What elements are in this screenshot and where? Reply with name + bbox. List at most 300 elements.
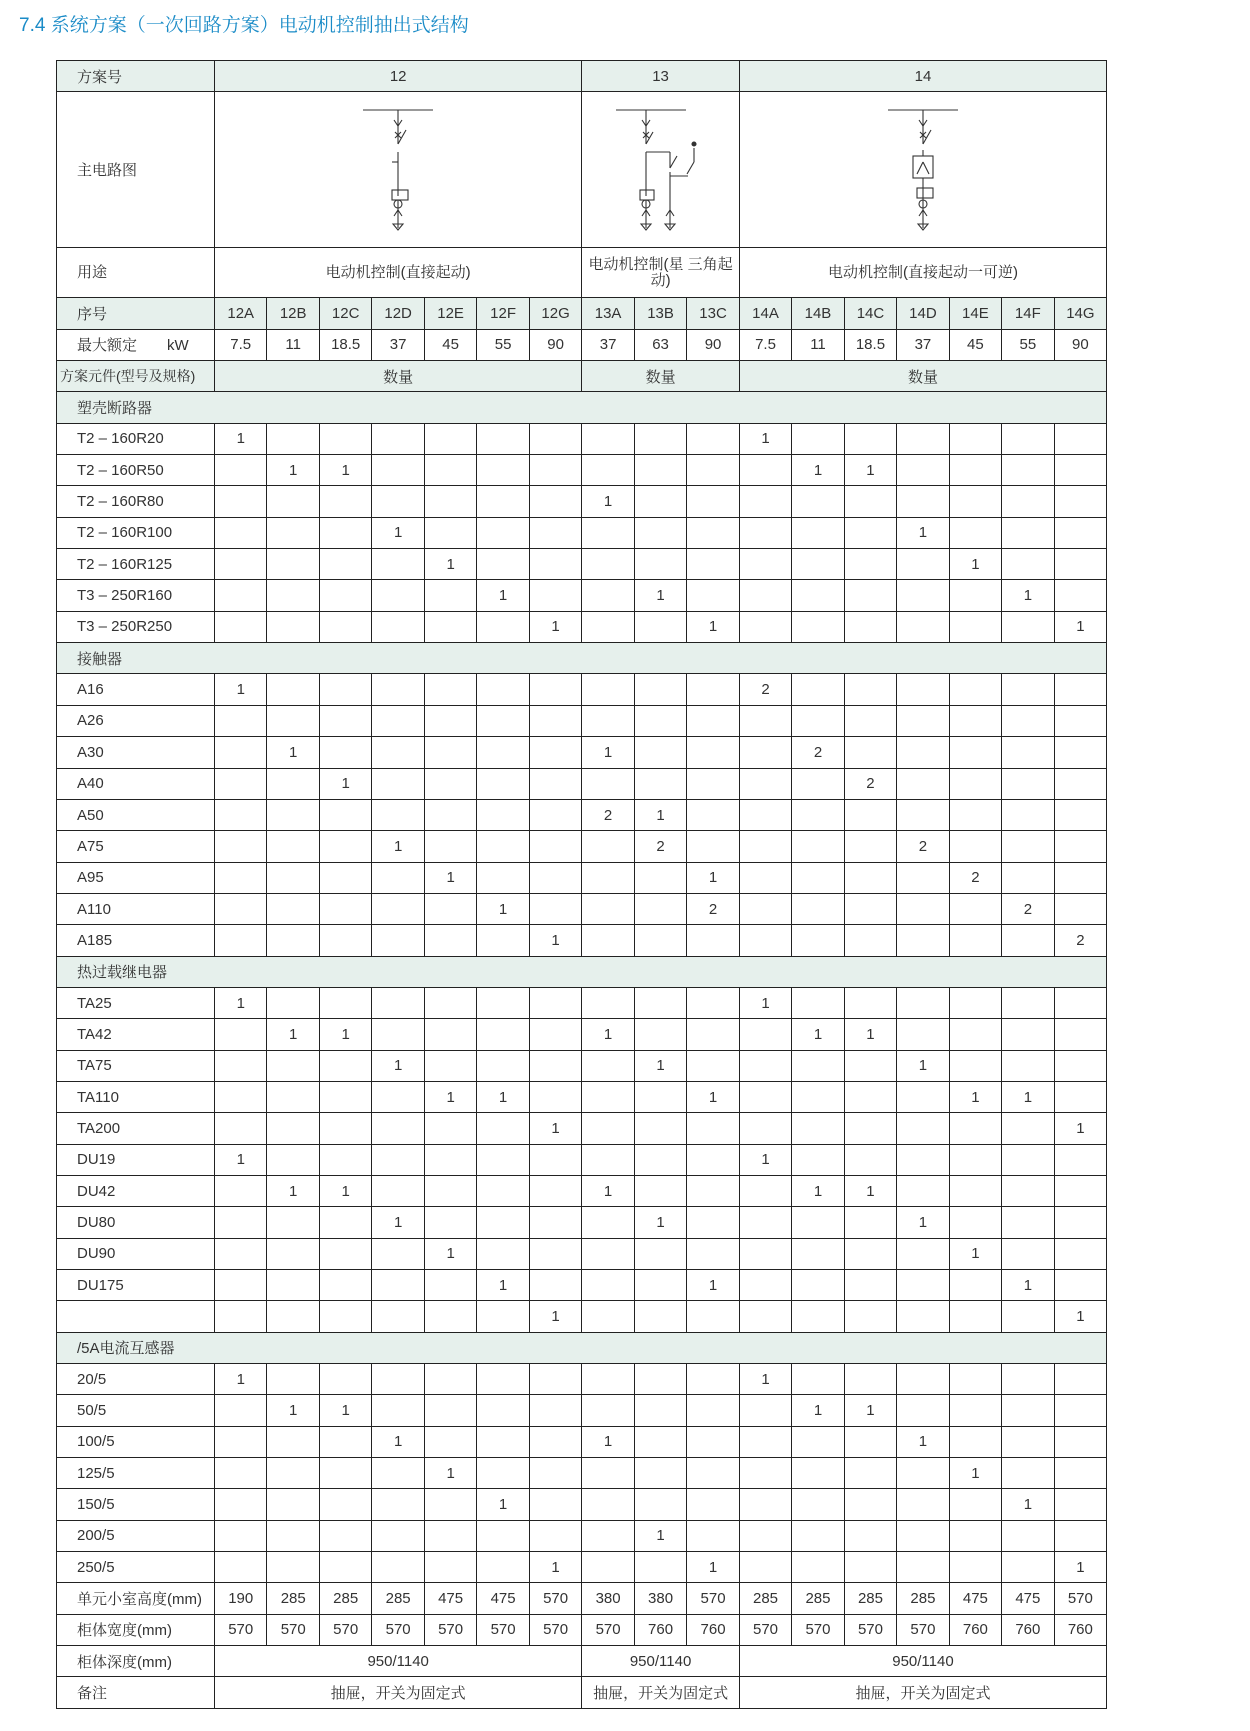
quantity-cell xyxy=(634,1238,686,1269)
seq-cell: 14G xyxy=(1054,298,1107,329)
quantity-cell xyxy=(267,768,319,799)
power-row xyxy=(57,329,1107,360)
quantity-cell xyxy=(949,1301,1001,1332)
component-spec-label: DU19 xyxy=(57,1144,215,1175)
quantity-cell xyxy=(319,1144,371,1175)
quantity-cell xyxy=(897,1238,949,1269)
quantity-cell xyxy=(215,1520,267,1551)
section-header-row xyxy=(57,956,1107,987)
quantity-cell xyxy=(372,580,424,611)
component-spec-row xyxy=(57,925,1107,956)
quantity-cell xyxy=(687,1113,739,1144)
quantity-cell xyxy=(897,1520,949,1551)
quantity-cell xyxy=(792,1426,844,1457)
quantity-cell xyxy=(477,1364,529,1395)
cabinet-depth-label: 柜体深度(mm) xyxy=(57,1646,215,1677)
component-spec-label: 150/5 xyxy=(57,1489,215,1520)
quantity-cell xyxy=(582,1552,634,1583)
quantity-cell xyxy=(424,1207,476,1238)
quantity-cell xyxy=(792,705,844,736)
quantity-cell: 1 xyxy=(897,517,949,548)
power-cell: 7.5 xyxy=(215,329,267,360)
quantity-cell xyxy=(582,1113,634,1144)
quantity-cell xyxy=(319,705,371,736)
quantity-cell xyxy=(319,893,371,924)
quantity-cell xyxy=(1002,1552,1054,1583)
quantity-cell xyxy=(582,423,634,454)
quantity-cell: 1 xyxy=(634,1520,686,1551)
quantity-cell xyxy=(582,1301,634,1332)
quantity-cell xyxy=(1054,674,1107,705)
quantity-cell xyxy=(529,987,582,1018)
component-row xyxy=(57,361,1107,392)
quantity-cell xyxy=(897,1175,949,1206)
power-cell: 45 xyxy=(424,329,476,360)
power-cell: 55 xyxy=(1002,329,1054,360)
power-unit: kW xyxy=(167,337,189,355)
quantity-cell xyxy=(739,925,791,956)
quantity-cell xyxy=(477,1458,529,1489)
power-label-text: 最大额定 xyxy=(77,337,138,355)
power-cell: 37 xyxy=(897,329,949,360)
quantity-cell: 1 xyxy=(844,1395,896,1426)
quantity-cell xyxy=(215,1019,267,1050)
quantity-cell xyxy=(844,580,896,611)
quantity-cell: 1 xyxy=(897,1050,949,1081)
component-spec-label: TA200 xyxy=(57,1113,215,1144)
component-spec-label: A40 xyxy=(57,768,215,799)
quantity-cell: 2 xyxy=(792,737,844,768)
quantity-cell xyxy=(739,549,791,580)
quantity-cell: 1 xyxy=(582,1426,634,1457)
cabinet-width-cell: 760 xyxy=(1002,1614,1054,1645)
component-spec-label: A185 xyxy=(57,925,215,956)
cabinet-width-cell: 570 xyxy=(319,1614,371,1645)
quantity-cell xyxy=(739,1458,791,1489)
power-cell: 90 xyxy=(1054,329,1107,360)
seq-cell: 14F xyxy=(1002,298,1054,329)
seq-cell: 12C xyxy=(319,298,371,329)
quantity-cell xyxy=(267,1489,319,1520)
component-spec-row xyxy=(57,831,1107,862)
quantity-cell xyxy=(267,799,319,830)
quantity-cell xyxy=(529,862,582,893)
quantity-cell xyxy=(477,1050,529,1081)
quantity-cell xyxy=(477,705,529,736)
quantity-cell xyxy=(687,1426,739,1457)
quantity-cell xyxy=(897,674,949,705)
quantity-cell xyxy=(1002,1207,1054,1238)
quantity-cell xyxy=(424,893,476,924)
quantity-cell xyxy=(1054,768,1107,799)
quantity-cell xyxy=(687,1458,739,1489)
quantity-cell xyxy=(582,1489,634,1520)
power-cell: 90 xyxy=(687,329,739,360)
quantity-cell xyxy=(739,831,791,862)
quantity-cell xyxy=(1054,1019,1107,1050)
component-spec-row xyxy=(57,1364,1107,1395)
quantity-cell xyxy=(634,1301,686,1332)
quantity-cell xyxy=(319,831,371,862)
quantity-cell: 1 xyxy=(319,1019,371,1050)
component-spec-row xyxy=(57,486,1107,517)
quantity-cell xyxy=(215,799,267,830)
component-spec-label: TA42 xyxy=(57,1019,215,1050)
quantity-cell xyxy=(792,1081,844,1112)
quantity-cell xyxy=(739,1050,791,1081)
page-title: 7.4 系统方案（一次回路方案）电动机控制抽出式结构 xyxy=(19,15,469,36)
quantity-cell xyxy=(529,1489,582,1520)
quantity-cell xyxy=(372,455,424,486)
power-label xyxy=(57,329,215,360)
quantity-cell xyxy=(949,1113,1001,1144)
unit-height-label: 单元小室高度(mm) xyxy=(57,1583,215,1614)
quantity-cell xyxy=(319,674,371,705)
quantity-cell: 1 xyxy=(687,1081,739,1112)
quantity-cell: 1 xyxy=(529,1552,582,1583)
component-spec-row xyxy=(57,1050,1107,1081)
quantity-cell xyxy=(477,768,529,799)
diagram-row xyxy=(57,92,1107,248)
quantity-cell xyxy=(582,862,634,893)
quantity-cell xyxy=(739,1113,791,1144)
seq-cell: 13C xyxy=(687,298,739,329)
quantity-cell xyxy=(529,1207,582,1238)
component-spec-label: 125/5 xyxy=(57,1458,215,1489)
quantity-cell: 2 xyxy=(739,674,791,705)
quantity-cell xyxy=(477,1395,529,1426)
quantity-cell xyxy=(1002,705,1054,736)
unit-height-cell: 285 xyxy=(372,1583,424,1614)
component-spec-row xyxy=(57,1520,1107,1551)
quantity-cell xyxy=(424,517,476,548)
quantity-cell xyxy=(844,799,896,830)
component-spec-label: A26 xyxy=(57,705,215,736)
quantity-cell xyxy=(267,925,319,956)
quantity-cell xyxy=(582,1458,634,1489)
quantity-cell xyxy=(897,1144,949,1175)
remark-row xyxy=(57,1677,1107,1708)
quantity-cell xyxy=(372,1301,424,1332)
quantity-cell xyxy=(949,674,1001,705)
component-spec-label: 20/5 xyxy=(57,1364,215,1395)
quantity-cell: 1 xyxy=(634,1207,686,1238)
quantity-cell xyxy=(687,1489,739,1520)
quantity-cell: 2 xyxy=(582,799,634,830)
quantity-cell xyxy=(687,423,739,454)
quantity-cell: 2 xyxy=(687,893,739,924)
quantity-cell xyxy=(844,831,896,862)
component-spec-row xyxy=(57,893,1107,924)
scheme-row xyxy=(57,61,1107,92)
section-header-row xyxy=(57,392,1107,423)
quantity-cell xyxy=(267,1113,319,1144)
quantity-cell xyxy=(687,987,739,1018)
quantity-cell xyxy=(372,1081,424,1112)
cabinet-width-cell: 760 xyxy=(687,1614,739,1645)
component-spec-row xyxy=(57,1270,1107,1301)
quantity-cell xyxy=(372,1019,424,1050)
quantity-cell xyxy=(267,1364,319,1395)
quantity-cell xyxy=(687,455,739,486)
quantity-cell xyxy=(739,580,791,611)
unit-height-cell: 285 xyxy=(267,1583,319,1614)
usage-13 xyxy=(582,248,739,298)
quantity-cell xyxy=(319,1270,371,1301)
quantity-cell: 1 xyxy=(792,455,844,486)
quantity-cell: 1 xyxy=(687,611,739,642)
remark-cell: 抽屉，开关为固定式 xyxy=(215,1677,582,1708)
quantity-cell: 1 xyxy=(739,423,791,454)
unit-height-cell: 570 xyxy=(529,1583,582,1614)
quantity-cell xyxy=(529,1458,582,1489)
quantity-cell xyxy=(319,423,371,454)
quantity-cell: 1 xyxy=(477,1081,529,1112)
scheme-table xyxy=(56,60,1107,1709)
quantity-cell xyxy=(477,1238,529,1269)
quantity-cell: 1 xyxy=(844,455,896,486)
quantity-cell xyxy=(477,799,529,830)
cabinet-width-cell: 570 xyxy=(215,1614,267,1645)
quantity-cell xyxy=(582,925,634,956)
quantity-cell xyxy=(1002,1019,1054,1050)
quantity-cell xyxy=(1002,1520,1054,1551)
unit-height-cell: 475 xyxy=(949,1583,1001,1614)
component-spec-row xyxy=(57,1019,1107,1050)
quantity-cell xyxy=(529,893,582,924)
quantity-cell xyxy=(424,799,476,830)
quantity-cell xyxy=(1054,1081,1107,1112)
component-spec-row xyxy=(57,1113,1107,1144)
quantity-cell xyxy=(897,549,949,580)
quantity-cell xyxy=(634,737,686,768)
quantity-cell xyxy=(792,1144,844,1175)
quantity-cell: 2 xyxy=(844,768,896,799)
quantity-cell xyxy=(844,1238,896,1269)
quantity-cell xyxy=(844,1270,896,1301)
quantity-cell xyxy=(844,737,896,768)
quantity-cell xyxy=(897,1301,949,1332)
quantity-cell xyxy=(687,517,739,548)
component-spec-row xyxy=(57,1238,1107,1269)
component-spec-label: DU42 xyxy=(57,1175,215,1206)
cabinet-width-cell: 570 xyxy=(897,1614,949,1645)
quantity-cell xyxy=(529,455,582,486)
quantity-cell xyxy=(792,987,844,1018)
quantity-cell xyxy=(424,1426,476,1457)
quantity-cell xyxy=(372,1364,424,1395)
quantity-cell: 1 xyxy=(844,1019,896,1050)
power-cell: 37 xyxy=(582,329,634,360)
quantity-cell xyxy=(844,1081,896,1112)
quantity-cell xyxy=(1054,1270,1107,1301)
quantity-cell: 1 xyxy=(634,1050,686,1081)
component-spec-label: 50/5 xyxy=(57,1395,215,1426)
quantity-cell xyxy=(687,1238,739,1269)
quantity-cell xyxy=(792,674,844,705)
quantity-cell xyxy=(267,674,319,705)
quantity-cell xyxy=(319,1050,371,1081)
quantity-cell xyxy=(582,1395,634,1426)
quantity-cell xyxy=(267,549,319,580)
quantity-cell xyxy=(372,1270,424,1301)
quantity-cell xyxy=(267,987,319,1018)
quantity-cell xyxy=(949,1019,1001,1050)
quantity-cell xyxy=(739,1395,791,1426)
quantity-cell xyxy=(424,1113,476,1144)
quantity-cell xyxy=(844,1364,896,1395)
quantity-cell: 1 xyxy=(1054,1552,1107,1583)
quantity-cell xyxy=(424,1270,476,1301)
quantity-cell xyxy=(267,893,319,924)
quantity-cell: 1 xyxy=(319,768,371,799)
quantity-cell xyxy=(372,1238,424,1269)
quantity-cell xyxy=(792,768,844,799)
quantity-cell xyxy=(739,799,791,830)
quantity-cell xyxy=(267,1238,319,1269)
quantity-cell xyxy=(634,486,686,517)
component-spec-row xyxy=(57,737,1107,768)
section-title: /5A电流互感器 xyxy=(57,1332,1107,1363)
quantity-cell: 1 xyxy=(582,737,634,768)
quantity-cell xyxy=(897,455,949,486)
quantity-cell xyxy=(529,549,582,580)
quantity-cell xyxy=(372,799,424,830)
quantity-cell xyxy=(319,987,371,1018)
quantity-cell xyxy=(1054,737,1107,768)
quantity-cell xyxy=(634,1175,686,1206)
cabinet-width-cell: 570 xyxy=(424,1614,476,1645)
quantity-cell xyxy=(424,987,476,1018)
seq-cell: 14C xyxy=(844,298,896,329)
quantity-cell xyxy=(319,1113,371,1144)
quantity-cell xyxy=(897,737,949,768)
quantity-cell xyxy=(844,549,896,580)
quantity-cell xyxy=(844,1458,896,1489)
quantity-cell xyxy=(582,674,634,705)
quantity-cell xyxy=(267,423,319,454)
usage-13-text: 电动机控制(星 三角起动) xyxy=(588,255,733,289)
usage-12: 电动机控制(直接起动) xyxy=(215,248,582,298)
quantity-cell xyxy=(372,1458,424,1489)
quantity-cell xyxy=(529,831,582,862)
quantity-cell xyxy=(529,737,582,768)
quantity-cell xyxy=(634,1364,686,1395)
diagram-14 xyxy=(739,92,1106,248)
quantity-cell xyxy=(897,1364,949,1395)
quantity-cell xyxy=(477,611,529,642)
quantity-cell xyxy=(477,674,529,705)
quantity-cell: 1 xyxy=(844,1175,896,1206)
quantity-cell xyxy=(477,862,529,893)
cabinet-width-cell: 760 xyxy=(949,1614,1001,1645)
component-spec-row xyxy=(57,1144,1107,1175)
quantity-cell xyxy=(319,862,371,893)
quantity-cell xyxy=(582,1270,634,1301)
quantity-cell xyxy=(1002,674,1054,705)
quantity-cell xyxy=(319,486,371,517)
quantity-cell xyxy=(529,486,582,517)
quantity-cell xyxy=(949,1175,1001,1206)
quantity-cell xyxy=(897,987,949,1018)
quantity-cell xyxy=(634,862,686,893)
quantity-cell xyxy=(1002,1050,1054,1081)
quantity-cell xyxy=(739,893,791,924)
quantity-cell xyxy=(372,611,424,642)
quantity-cell xyxy=(687,1395,739,1426)
quantity-cell xyxy=(424,1301,476,1332)
quantity-cell xyxy=(634,1395,686,1426)
quantity-cell xyxy=(215,1426,267,1457)
quantity-cell xyxy=(897,423,949,454)
quantity-cell xyxy=(1002,486,1054,517)
quantity-cell xyxy=(949,455,1001,486)
usage-row xyxy=(57,248,1107,298)
quantity-cell xyxy=(529,1270,582,1301)
quantity-12: 数量 xyxy=(215,361,582,392)
quantity-cell xyxy=(792,1050,844,1081)
quantity-cell xyxy=(687,1207,739,1238)
quantity-cell xyxy=(634,674,686,705)
quantity-cell xyxy=(319,1364,371,1395)
quantity-cell xyxy=(215,1175,267,1206)
component-spec-row xyxy=(57,1552,1107,1583)
quantity-cell xyxy=(267,580,319,611)
quantity-cell xyxy=(949,1207,1001,1238)
quantity-cell xyxy=(319,1489,371,1520)
usage-14: 电动机控制(直接起动一可逆) xyxy=(739,248,1106,298)
quantity-cell xyxy=(424,423,476,454)
quantity-cell xyxy=(1002,925,1054,956)
seq-cell: 14D xyxy=(897,298,949,329)
unit-height-cell: 475 xyxy=(1002,1583,1054,1614)
seq-cell: 13A xyxy=(582,298,634,329)
quantity-cell xyxy=(1002,1301,1054,1332)
section-header-row xyxy=(57,1332,1107,1363)
component-label: 方案元件(型号及规格) xyxy=(57,361,215,392)
quantity-cell xyxy=(844,1426,896,1457)
cabinet-width-cell: 760 xyxy=(634,1614,686,1645)
quantity-cell: 1 xyxy=(267,737,319,768)
quantity-cell xyxy=(529,1364,582,1395)
quantity-cell: 1 xyxy=(477,893,529,924)
quantity-cell xyxy=(844,1489,896,1520)
quantity-cell xyxy=(529,1050,582,1081)
quantity-cell xyxy=(582,831,634,862)
power-cell: 55 xyxy=(477,329,529,360)
quantity-cell xyxy=(1002,799,1054,830)
unit-height-cell: 475 xyxy=(477,1583,529,1614)
quantity-cell xyxy=(424,1364,476,1395)
usage-label: 用途 xyxy=(57,248,215,298)
quantity-cell xyxy=(267,1301,319,1332)
quantity-cell xyxy=(897,799,949,830)
quantity-cell xyxy=(529,1081,582,1112)
unit-height-cell: 285 xyxy=(897,1583,949,1614)
quantity-cell xyxy=(582,455,634,486)
quantity-cell xyxy=(739,1238,791,1269)
quantity-cell xyxy=(215,893,267,924)
quantity-cell: 1 xyxy=(1054,1301,1107,1332)
diagram-label: 主电路图 xyxy=(57,92,215,248)
quantity-cell xyxy=(792,799,844,830)
quantity-cell xyxy=(844,925,896,956)
circuit-diagram-13-icon xyxy=(606,100,716,240)
quantity-cell xyxy=(267,1426,319,1457)
component-spec-label: DU175 xyxy=(57,1270,215,1301)
quantity-cell xyxy=(319,1301,371,1332)
quantity-cell xyxy=(424,705,476,736)
